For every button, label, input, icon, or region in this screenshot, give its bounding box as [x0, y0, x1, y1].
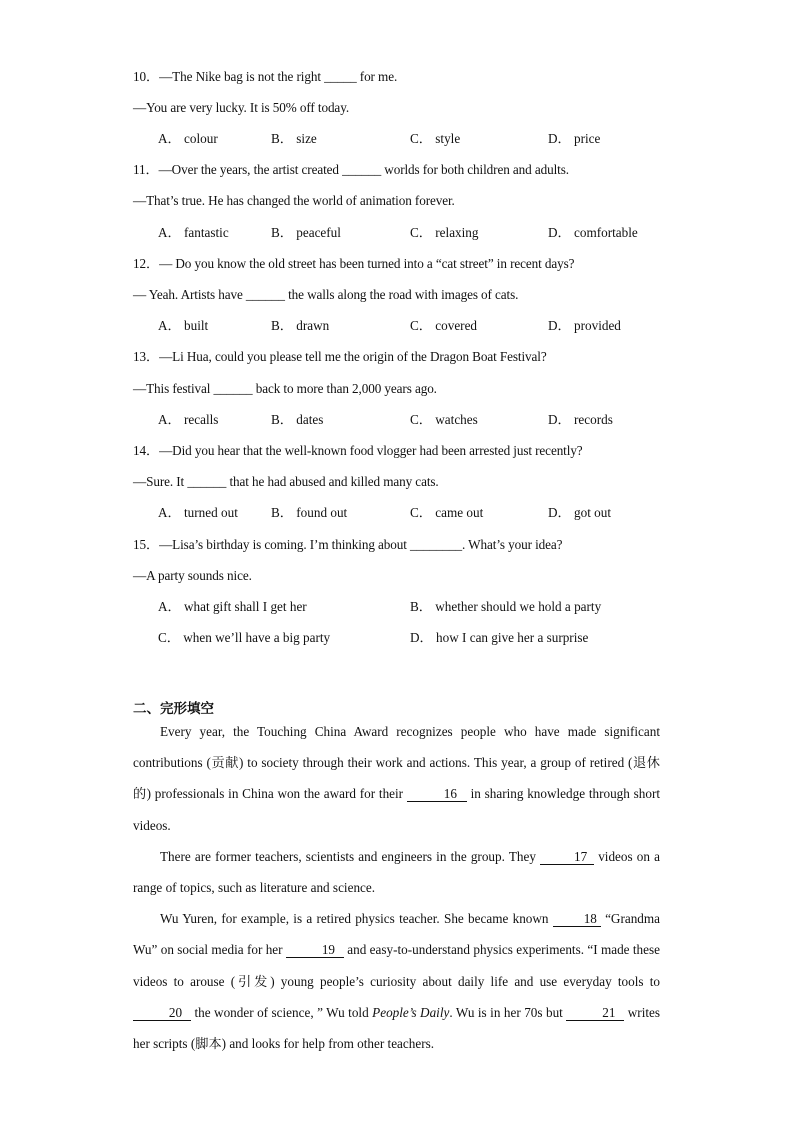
option-b[interactable]: B． found out — [271, 505, 348, 520]
question-10-reply: —You are very lucky. It is 50% off today. — [133, 100, 350, 115]
question-15-prompt: 15．—Lisa’s birthday is coming. I’m thinking about ________. What’s your idea? — [133, 537, 563, 552]
option-d[interactable]: D． comfortable — [548, 225, 638, 240]
blank-18[interactable]: 18 — [553, 912, 601, 927]
question-number: 11． — [133, 162, 159, 177]
option-a[interactable]: A． recalls — [158, 412, 219, 427]
option-d[interactable]: D． how I can give her a surprise — [410, 630, 589, 645]
question-number: 10． — [133, 69, 160, 84]
paragraph: Every year, the Touching China Award recognizes people who have made significant contributions (贡献) to society through their work and actions. This year, a group of retired (退休的) professionals in China won the award for their 16 in sharing knowledge through short videos. — [133, 724, 660, 833]
question-11-reply: —That’s true. He has changed the world of animation forever. — [133, 193, 455, 208]
question-11-prompt: 11．—Over the years, the artist created ______ worlds for both children and adults. — [133, 162, 569, 177]
question-14-reply: —Sure. It ______ that he had abused and killed many cats. — [133, 474, 439, 489]
question-13-prompt: 13．—Li Hua, could you please tell me the origin of the Dragon Boat Festival? — [133, 349, 547, 364]
option-a[interactable]: A． what gift shall I get her — [158, 599, 307, 614]
option-a[interactable]: A． fantastic — [158, 225, 229, 240]
option-b[interactable]: B． peaceful — [271, 225, 341, 240]
option-c[interactable]: C． watches — [410, 412, 478, 427]
option-d[interactable]: D． got out — [548, 505, 612, 520]
option-c[interactable]: C． style — [410, 131, 461, 146]
question-number: 12． — [133, 256, 160, 271]
option-d[interactable]: D． price — [548, 131, 601, 146]
option-a[interactable]: A． colour — [158, 131, 218, 146]
answer-blank: ______ — [187, 474, 227, 489]
blank-17[interactable]: 17 — [540, 850, 594, 865]
option-b[interactable]: B． dates — [271, 412, 324, 427]
option-d[interactable]: D． provided — [548, 318, 621, 333]
question-number: 14． — [133, 443, 160, 458]
question-number: 13． — [133, 349, 160, 364]
question-12-reply: — Yeah. Artists have ______ the walls along the road with images of cats. — [133, 287, 519, 302]
option-b[interactable]: B． whether should we hold a party — [410, 599, 602, 614]
blank-20[interactable]: 20 — [133, 1006, 191, 1021]
option-a[interactable]: A． turned out — [158, 505, 238, 520]
option-b[interactable]: B． size — [271, 131, 317, 146]
answer-blank: ________ — [410, 537, 462, 552]
blank-21[interactable]: 21 — [566, 1006, 624, 1021]
option-b[interactable]: B． drawn — [271, 318, 330, 333]
paragraph: There are former teachers, scientists and engineers in the group. They 17 videos on a range of topics, such as literature and science. — [133, 848, 660, 896]
blank-19[interactable]: 19 — [286, 943, 344, 958]
question-10-prompt: 10．—The Nike bag is not the right _____ for me. — [133, 69, 398, 84]
answer-blank: _____ — [324, 69, 357, 84]
option-a[interactable]: A． built — [158, 318, 209, 333]
cloze-passage — [133, 716, 660, 1059]
question-number: 15． — [133, 537, 160, 552]
question-14-prompt: 14．—Did you hear that the well-known food vlogger had been arrested just recently? — [133, 443, 583, 458]
answer-blank: ______ — [213, 381, 253, 396]
question-15-reply: —A party sounds nice. — [133, 568, 252, 583]
option-d[interactable]: D． records — [548, 412, 613, 427]
question-13-reply: —This festival ______ back to more than 2,000 years ago. — [133, 381, 437, 396]
question-12-prompt: 12．— Do you know the old street has been turned into a “cat street” in recent days? — [133, 256, 575, 271]
blank-16[interactable]: 16 — [407, 787, 467, 802]
answer-blank: ______ — [342, 162, 382, 177]
option-c[interactable]: C． came out — [410, 505, 484, 520]
answer-blank: ______ — [245, 287, 285, 302]
section-heading: 二、完形填空 — [133, 701, 214, 717]
option-c[interactable]: C． relaxing — [410, 225, 479, 240]
paragraph: Wu Yuren, for example, is a retired physics teacher. She became known 18 “Grandma Wu” on social media for her 19 and easy-to-understand physics experiments. “I made these videos to arouse (引发) young people’s curiosity about daily life and use everyday tools to 20 the wonder of science, ” Wu told People’s Daily. Wu is in her 70s but 21 writes her scripts (脚本) and looks for help from other teachers. — [133, 911, 661, 1052]
option-c[interactable]: C． when we’ll have a big party — [158, 630, 331, 645]
option-c[interactable]: C． covered — [410, 318, 478, 333]
newspaper-title: People’s Daily — [372, 1004, 450, 1020]
